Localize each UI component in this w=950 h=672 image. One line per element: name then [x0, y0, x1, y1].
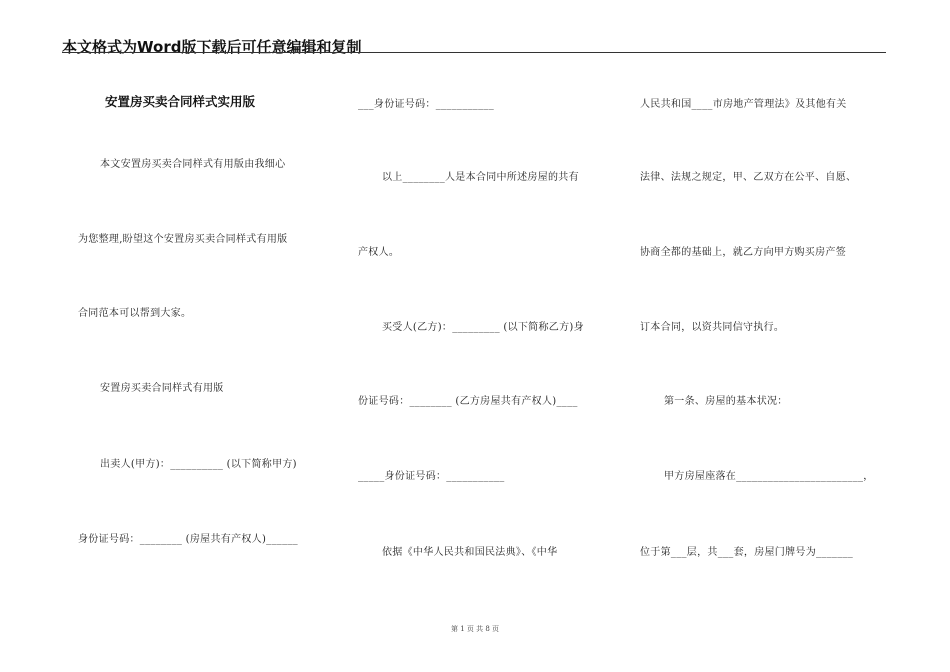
- col3-line-1: 人民共和国____市房地产管理法》及其他有关: [640, 99, 847, 110]
- col1-line-3: 合同范本可以帮到大家。: [78, 308, 192, 319]
- col1-line-2: 为您整理,盼望这个安置房买卖合同样式有用版: [78, 234, 288, 245]
- col1-line-6: 身份证号码：________ (房屋共有产权人)______: [78, 534, 298, 545]
- col2-line-6: _____身份证号码：___________: [358, 471, 505, 482]
- col3-line-2: 法律、法规之规定，甲、乙双方在公平、自愿、: [640, 172, 857, 183]
- col2-line-2: 以上________人是本合同中所述房屋的共有: [382, 172, 579, 183]
- document-header: 本文格式为Word版下载后可任意编辑和复制: [62, 38, 362, 56]
- col3-line-7: 位于第___层，共___套，房屋门牌号为_______: [640, 547, 854, 558]
- page-number: 第 1 页 共 8 页: [450, 625, 500, 633]
- col2-line-1: ___身份证号码：___________: [358, 99, 494, 110]
- col1-line-1: 本文安置房买卖合同样式有用版由我细心: [100, 159, 286, 170]
- col3-line-6: 甲方房屋座落在________________________，: [664, 471, 874, 482]
- col2-line-4: 买受人(乙方)：_________ (以下简称乙方)身: [382, 322, 584, 333]
- col3-line-5: 第一条、房屋的基本状况：: [664, 396, 788, 407]
- col2-line-7: 依据《中华人民共和国民法典》、《中华: [382, 547, 558, 558]
- col1-line-5: 出卖人(甲方)：__________ (以下简称甲方): [100, 459, 297, 470]
- col2-line-5: 份证号码：________ (乙方房屋共有产权人)____: [358, 396, 578, 407]
- col2-line-3: 产权人。: [358, 247, 400, 258]
- col3-line-3: 协商全都的基础上，就乙方向甲方购买房产签: [640, 247, 846, 258]
- header-divider: [62, 52, 886, 53]
- col3-line-4: 订本合同，以资共同信守执行。: [640, 322, 785, 333]
- col1-line-4: 安置房买卖合同样式有用版: [100, 383, 224, 394]
- document-title: 安置房买卖合同样式实用版: [105, 94, 256, 109]
